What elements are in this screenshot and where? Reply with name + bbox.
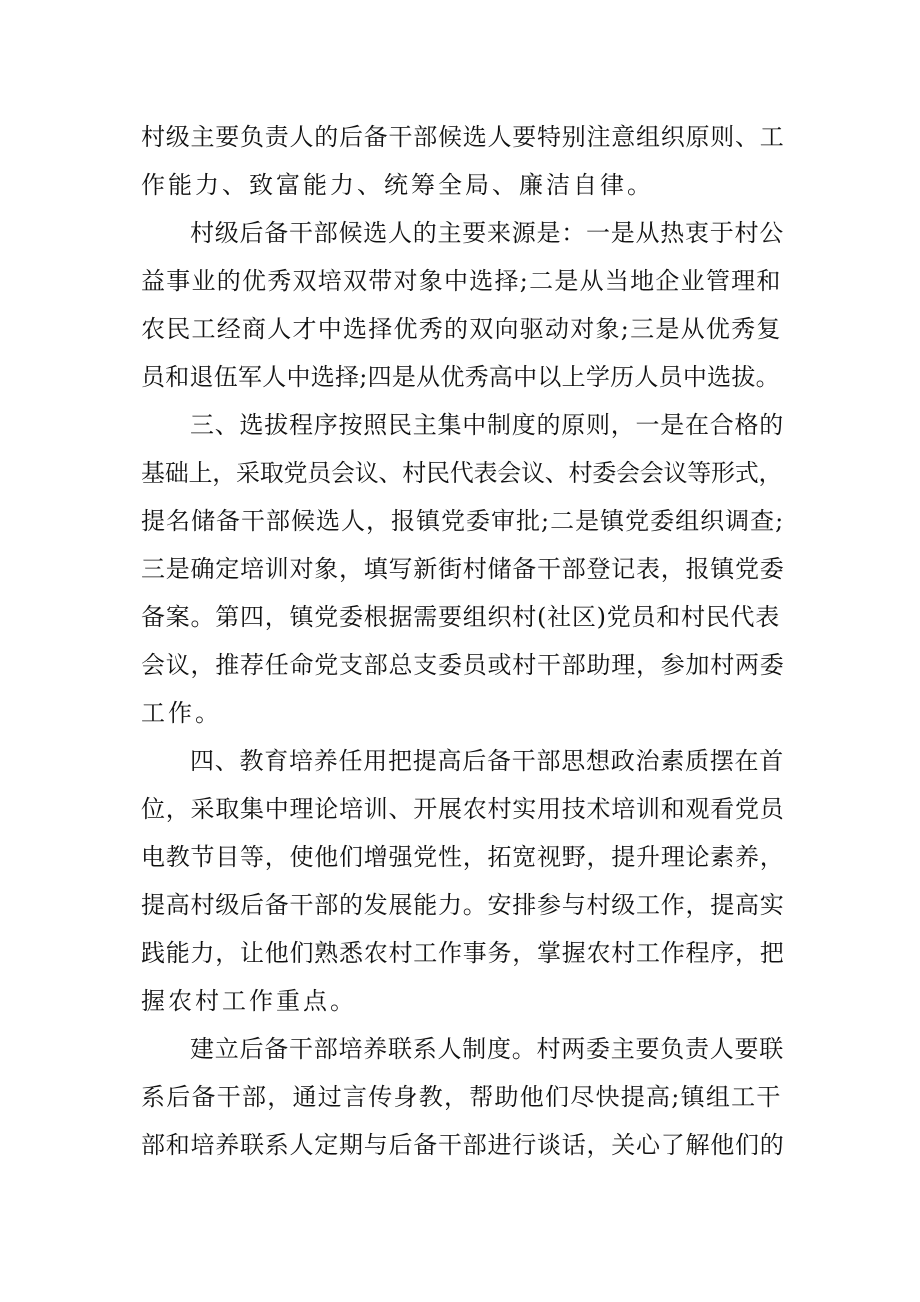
text-line: 益事业的优秀双培双带对象中选择;二是从当地企业管理和 <box>141 267 782 295</box>
text-line: 电教节目等，使他们增强党性，拓宽视野，提升理论素养， <box>141 843 785 871</box>
text-line: 提名储备干部候选人，报镇党委审批;二是镇党委组织调查; <box>141 507 785 535</box>
text-line: 建立后备干部培养联系人制度。村两委主要负责人要联 <box>190 1035 784 1063</box>
text-line: 系后备干部，通过言传身教，帮助他们尽快提高;镇组工干 <box>141 1083 782 1111</box>
text-line: 三是确定培训对象，填写新街村储备干部登记表，报镇党委 <box>141 555 785 583</box>
text-line: 会议，推荐任命党支部总支委员或村干部助理，参加村两委 <box>141 651 785 679</box>
text-line: 备案。第四，镇党委根据需要组织村(社区)党员和村民代表 <box>141 603 780 631</box>
text-line: 村级后备干部候选人的主要来源是：一是从热衷于村公 <box>190 219 784 247</box>
text-line: 作能力、致富能力、统筹全局、廉洁自律。 <box>141 171 654 199</box>
text-line: 位，采取集中理论培训、开展农村实用技术培训和观看党员 <box>141 795 785 823</box>
text-line: 员和退伍军人中选择;四是从优秀高中以上学历人员中选拔。 <box>141 363 780 391</box>
text-line: 农民工经商人才中选择优秀的双向驱动对象;三是从优秀复 <box>141 315 782 343</box>
text-line: 工作。 <box>141 699 222 727</box>
text-line: 四、教育培养任用把提高后备干部思想政治素质摆在首 <box>190 747 784 775</box>
text-line: 践能力，让他们熟悉农村工作事务，掌握农村工作程序，把 <box>141 939 785 967</box>
text-line: 基础上，采取党员会议、村民代表会议、村委会会议等形式， <box>141 459 783 487</box>
text-line: 握农村工作重点。 <box>141 987 357 1015</box>
text-line: 村级主要负责人的后备干部候选人要特别注意组织原则、工 <box>141 123 785 151</box>
text-line: 提高村级后备干部的发展能力。安排参与村级工作，提高实 <box>141 891 785 919</box>
text-line: 部和培养联系人定期与后备干部进行谈话，关心了解他们的 <box>141 1131 785 1159</box>
text-line: 三、选拔程序按照民主集中制度的原则，一是在合格的 <box>190 411 784 439</box>
